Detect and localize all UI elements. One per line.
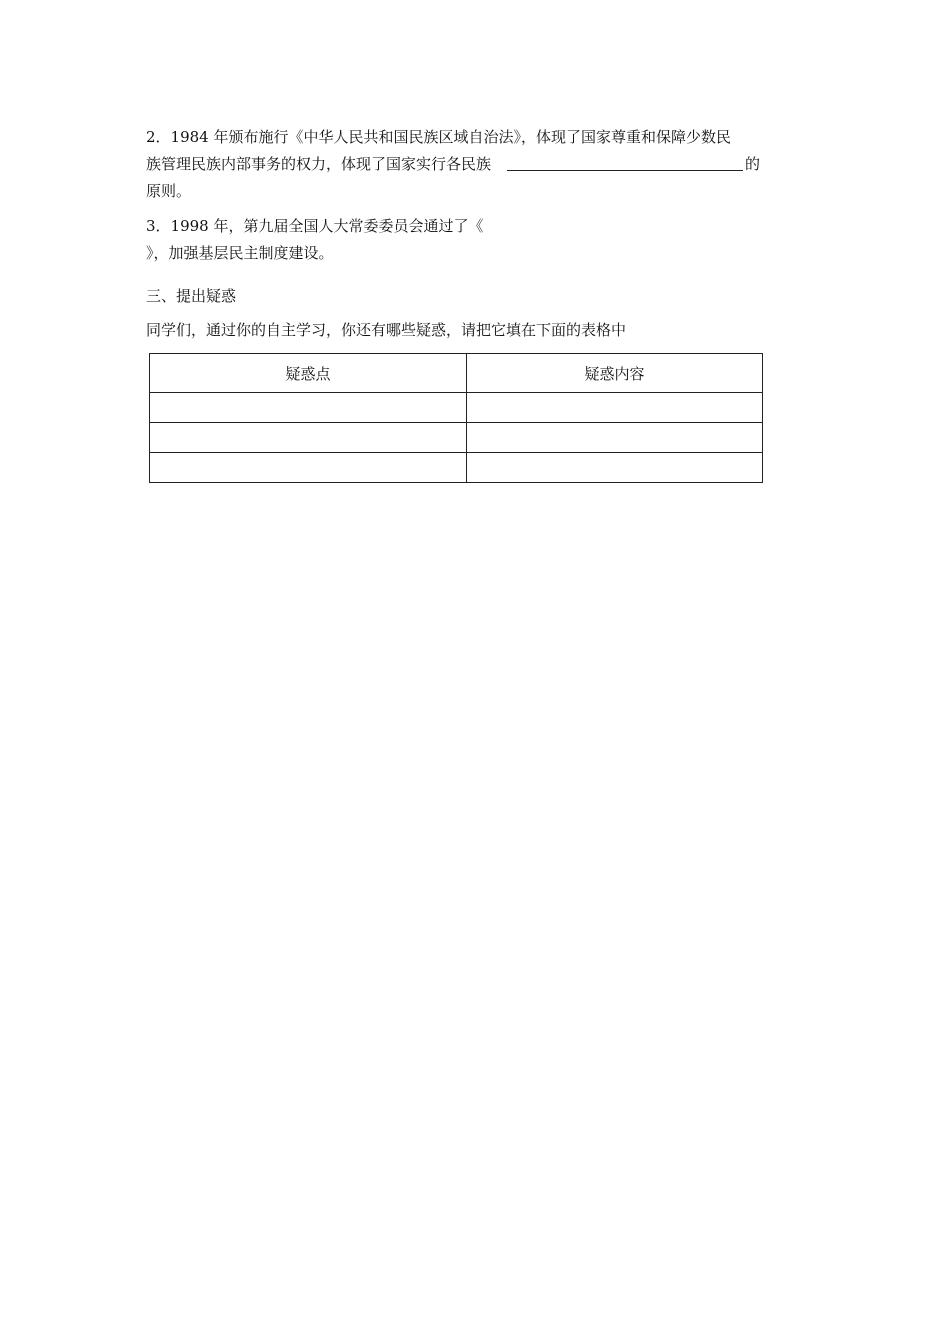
table-cell[interactable] bbox=[150, 423, 467, 453]
question-2-line-2 bbox=[146, 151, 810, 178]
table-row bbox=[150, 423, 763, 453]
table-cell[interactable] bbox=[150, 453, 467, 483]
fill-in-blank[interactable] bbox=[507, 154, 743, 171]
table-cell[interactable] bbox=[150, 393, 467, 423]
table-header-doubt-content: 疑惑内容 bbox=[467, 354, 763, 393]
doubts-table bbox=[149, 353, 763, 483]
table-cell[interactable] bbox=[467, 393, 763, 423]
question-3-line-1: 3．1998 年，第九届全国人大常委委员会通过了《 bbox=[146, 217, 484, 235]
section-heading: 三、提出疑惑 bbox=[146, 287, 237, 305]
question-3 bbox=[146, 213, 810, 267]
question-2-line-2-text: 族管理民族内部事务的权力，体现了国家实行各民族 bbox=[146, 155, 492, 173]
question-2 bbox=[146, 124, 810, 205]
question-2-line-3: 原则。 bbox=[146, 182, 192, 200]
table-header-doubt-point: 疑惑点 bbox=[150, 354, 467, 393]
table-row bbox=[150, 453, 763, 483]
table-header-row bbox=[150, 354, 763, 393]
table-cell[interactable] bbox=[467, 453, 763, 483]
section-intro: 同学们，通过你的自主学习，你还有哪些疑惑，请把它填在下面的表格中 bbox=[146, 321, 627, 339]
question-3-line-2: 》，加强基层民主制度建设。 bbox=[146, 244, 334, 262]
question-2-line-2-suffix: 的 bbox=[745, 155, 761, 173]
table-cell[interactable] bbox=[467, 423, 763, 453]
question-2-line-1: 2．1984 年颁布施行《中华人民共和国民族区域自治法》，体现了国家尊重和保障少数民 bbox=[146, 128, 731, 146]
table-row bbox=[150, 393, 763, 423]
